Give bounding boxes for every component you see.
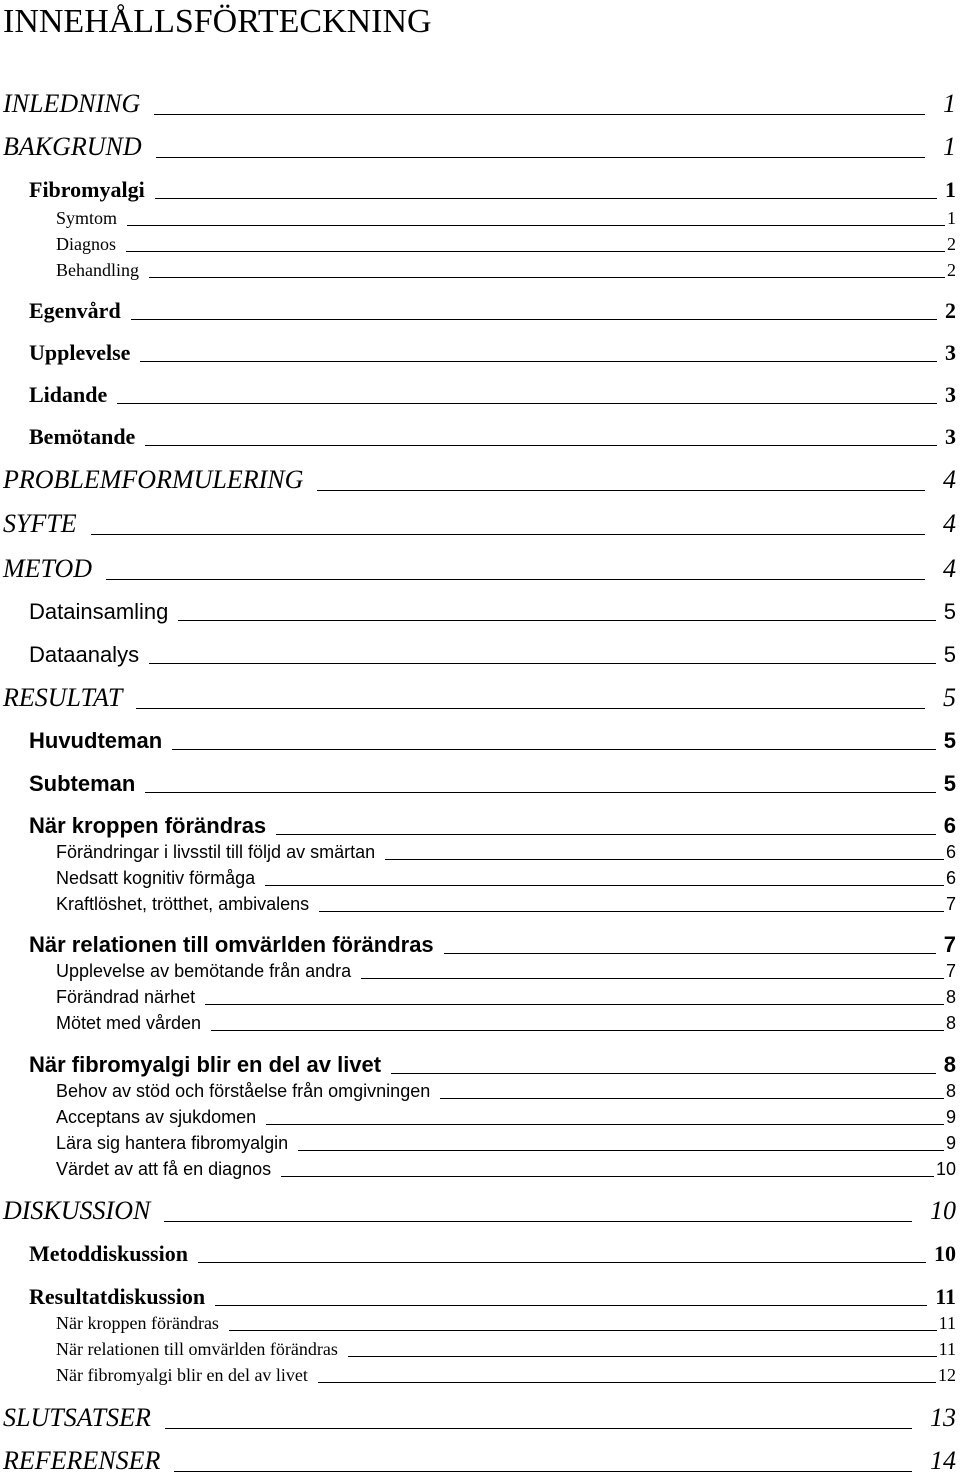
- toc-leader-line: [317, 490, 925, 491]
- toc-page-number: 5: [943, 771, 956, 796]
- toc-entry-label: Förändrad närhet: [56, 987, 196, 1007]
- toc-entry-label: Resultatdiskussion: [29, 1284, 206, 1309]
- toc-page-number: 10: [935, 1159, 956, 1179]
- toc-page-number: 2: [947, 234, 956, 254]
- toc-page-number: 4: [943, 509, 956, 538]
- toc-leader-line: [91, 534, 925, 535]
- toc-page-number: 9: [945, 1133, 956, 1153]
- toc-page-number: 14: [930, 1446, 956, 1475]
- toc-entry-label: Dataanalys: [29, 642, 140, 667]
- toc-entry-label: Bemötande: [29, 424, 136, 449]
- toc-leader-line: [117, 403, 937, 404]
- toc-entry-subteman[interactable]: [29, 770, 956, 798]
- toc-leader-line: [145, 445, 937, 446]
- toc-page-number: 6: [943, 813, 956, 838]
- toc-entry-nar-fibromyalgi-blir-en-del[interactable]: [29, 1051, 956, 1079]
- toc-page-number: 7: [943, 932, 956, 957]
- toc-entry-label: RESULTAT: [3, 683, 123, 712]
- toc-leader-line: [106, 579, 925, 580]
- toc-leader-line: [136, 708, 925, 709]
- toc-entry-nar-relationen-forandras[interactable]: [29, 931, 956, 959]
- toc-entry-diskussion[interactable]: [3, 1195, 956, 1227]
- toc-entry-behandling[interactable]: [56, 258, 956, 282]
- toc-leader-line: [205, 1004, 944, 1005]
- toc-entry-nedsatt-kognitiv-formaga[interactable]: [56, 866, 956, 890]
- toc-leader-line: [172, 749, 936, 750]
- toc-leader-line: [140, 361, 937, 362]
- toc-page-number: 12: [938, 1365, 956, 1385]
- toc-entry-datainsamling[interactable]: [29, 598, 956, 626]
- toc-entry-upplevelse[interactable]: [29, 339, 956, 367]
- toc-entry-symtom[interactable]: [56, 206, 956, 230]
- toc-leader-line: [131, 319, 937, 320]
- toc-leader-line: [361, 978, 944, 979]
- toc-entry-slutsatser[interactable]: [3, 1402, 956, 1434]
- toc-entry-label: Huvudteman: [29, 728, 163, 753]
- toc-leader-line: [298, 1150, 944, 1151]
- toc-entry-label: När relationen till omvärlden förändras: [56, 1339, 338, 1359]
- toc-leader-line: [127, 225, 945, 226]
- toc-entry-label: Kraftlöshet, trötthet, ambivalens: [56, 894, 310, 914]
- toc-leader-line: [165, 1428, 912, 1429]
- toc-page-number: 8: [945, 1081, 956, 1101]
- toc-leader-line: [149, 277, 945, 278]
- toc-page-number: 1: [943, 132, 956, 161]
- toc-page-number: 2: [947, 260, 956, 280]
- toc-entry-disk-nar-fibromyalgi-blir-en-del[interactable]: [56, 1363, 956, 1387]
- toc-page-number: 1: [945, 177, 956, 202]
- toc-entry-label: Värdet av att få en diagnos: [56, 1159, 272, 1179]
- toc-entry-label: Subteman: [29, 771, 136, 796]
- toc-entry-referenser[interactable]: [3, 1445, 956, 1477]
- toc-leader-line: [229, 1330, 937, 1331]
- toc-page-number: 10: [930, 1196, 956, 1225]
- toc-page-number: 8: [943, 1052, 956, 1077]
- toc-entry-dataanalys[interactable]: [29, 641, 956, 669]
- toc-page-number: 5: [943, 642, 956, 667]
- toc-entry-label: Nedsatt kognitiv förmåga: [56, 868, 256, 888]
- toc-entry-label: SYFTE: [3, 509, 77, 538]
- toc-entry-huvudteman[interactable]: [29, 727, 956, 755]
- toc-entry-resultat[interactable]: [3, 682, 956, 714]
- toc-entry-syfte[interactable]: [3, 508, 956, 540]
- toc-leader-line: [281, 1176, 934, 1177]
- toc-page-number: 5: [943, 728, 956, 753]
- toc-entry-label: SLUTSATSER: [3, 1403, 151, 1432]
- toc-page-number: 11: [938, 1339, 956, 1359]
- toc-entry-inledning[interactable]: [3, 88, 956, 120]
- toc-leader-line: [155, 198, 937, 199]
- toc-page-number: 2: [945, 298, 956, 323]
- toc-page-number: 7: [945, 961, 956, 981]
- toc-entry-egenvard[interactable]: [29, 297, 956, 325]
- toc-page-number: 5: [943, 683, 956, 712]
- toc-entry-label: Egenvård: [29, 298, 121, 323]
- toc-leader-line: [391, 1073, 936, 1074]
- toc-entry-label: DISKUSSION: [3, 1196, 151, 1225]
- toc-entry-label: INLEDNING: [3, 89, 141, 118]
- toc-page-number: 11: [938, 1313, 956, 1333]
- toc-entry-kraftloshet[interactable]: [56, 892, 956, 916]
- toc-page-number: 6: [945, 842, 956, 862]
- toc-leader-line: [444, 953, 936, 954]
- toc-entry-label: När relationen till omvärlden förändras: [29, 932, 434, 957]
- toc-page-number: 3: [945, 382, 956, 407]
- toc-leader-line: [266, 1124, 944, 1125]
- toc-leader-line: [156, 157, 925, 158]
- toc-page-number: 10: [934, 1241, 956, 1266]
- toc-entry-label: Lidande: [29, 382, 108, 407]
- toc-page-number: 3: [945, 340, 956, 365]
- toc-entry-forandringar-i-livsstil[interactable]: [56, 840, 956, 864]
- toc-entry-disk-nar-relationen-forandras[interactable]: [56, 1337, 956, 1361]
- toc-entry-label: När kroppen förändras: [56, 1313, 219, 1333]
- toc-entry-label: BAKGRUND: [3, 132, 142, 161]
- toc-entry-resultatdiskussion[interactable]: [29, 1283, 956, 1311]
- toc-page-number: 6: [945, 868, 956, 888]
- toc-leader-line: [265, 885, 944, 886]
- toc-entry-metod[interactable]: [3, 553, 956, 585]
- toc-leader-line: [145, 792, 935, 793]
- toc-leader-line: [348, 1356, 937, 1357]
- toc-entry-acceptans-av-sjukdomen[interactable]: [56, 1105, 956, 1129]
- toc-leader-line: [174, 1471, 912, 1472]
- toc-leader-line: [318, 1382, 936, 1383]
- toc-entry-forandrad-narhet[interactable]: [56, 985, 956, 1009]
- toc-entry-disk-nar-kroppen-forandras[interactable]: [56, 1311, 956, 1335]
- toc-leader-line: [178, 620, 935, 621]
- toc-entry-fibromyalgi[interactable]: [29, 176, 956, 204]
- page-title: INNEHÅLLSFÖRTECKNING: [3, 3, 432, 40]
- toc-entry-label: METOD: [3, 554, 93, 583]
- toc-leader-line: [198, 1262, 926, 1263]
- toc-leader-line: [211, 1030, 944, 1031]
- toc-leader-line: [385, 859, 944, 860]
- toc-leader-line: [319, 911, 944, 912]
- toc-entry-label: Lära sig hantera fibromyalgin: [56, 1133, 289, 1153]
- toc-page-number: 11: [935, 1284, 956, 1309]
- toc-entry-motet-med-varden[interactable]: [56, 1011, 956, 1035]
- toc-entry-vardet-av-att-fa-en-diagnos[interactable]: [56, 1157, 956, 1181]
- toc-leader-line: [440, 1098, 944, 1099]
- toc-page-number: 1: [943, 89, 956, 118]
- toc-entry-label: Acceptans av sjukdomen: [56, 1107, 257, 1127]
- toc-page-number: 1: [947, 208, 956, 228]
- toc-leader-line: [276, 834, 936, 835]
- toc-entry-diagnos[interactable]: [56, 232, 956, 256]
- toc-entry-label: Behov av stöd och förståelse från omgivningen: [56, 1081, 431, 1101]
- toc-entry-label: Symtom: [56, 208, 118, 228]
- toc-entry-label: Upplevelse av bemötande från andra: [56, 961, 352, 981]
- toc-entry-label: Fibromyalgi: [29, 177, 145, 202]
- toc-entry-label: Behandling: [56, 260, 139, 280]
- toc-entry-behov-av-stod[interactable]: [56, 1079, 956, 1103]
- toc-entry-bakgrund[interactable]: [3, 131, 956, 163]
- toc-entry-bemotande[interactable]: [29, 423, 956, 451]
- toc-entry-label: Datainsamling: [29, 599, 169, 624]
- toc-entry-lara-sig-hantera[interactable]: [56, 1131, 956, 1155]
- toc-entry-label: PROBLEMFORMULERING: [3, 465, 304, 494]
- toc-entry-label: När fibromyalgi blir en del av livet: [29, 1052, 382, 1077]
- toc-page-number: 4: [943, 554, 956, 583]
- toc-leader-line: [149, 663, 936, 664]
- toc-leader-line: [154, 114, 925, 115]
- toc-page-number: 8: [945, 1013, 956, 1033]
- toc-page-number: 3: [945, 424, 956, 449]
- toc-leader-line: [164, 1221, 912, 1222]
- toc-entry-upplevelse-av-bemotande[interactable]: [56, 959, 956, 983]
- toc-entry-label: Diagnos: [56, 234, 116, 254]
- toc-entry-nar-kroppen-forandras[interactable]: [29, 812, 956, 840]
- toc-entry-lidande[interactable]: [29, 381, 956, 409]
- toc-entry-label: Förändringar i livsstil till följd av smärtan: [56, 842, 376, 862]
- toc-page-number: 9: [945, 1107, 956, 1127]
- toc-page-number: 8: [945, 987, 956, 1007]
- toc-page-number: 5: [943, 599, 956, 624]
- toc-entry-label: Metoddiskussion: [29, 1241, 188, 1266]
- toc-entry-label: REFERENSER: [3, 1446, 161, 1475]
- toc-leader-line: [215, 1305, 927, 1306]
- toc-leader-line: [126, 251, 945, 252]
- toc-entry-metoddiskussion[interactable]: [29, 1240, 956, 1268]
- toc-page-number: 7: [945, 894, 956, 914]
- toc-page-number: 4: [943, 465, 956, 494]
- toc-entry-problemformulering[interactable]: [3, 464, 956, 496]
- toc-entry-label: När fibromyalgi blir en del av livet: [56, 1365, 308, 1385]
- toc-entry-label: Upplevelse: [29, 340, 131, 365]
- toc-entry-label: Mötet med vården: [56, 1013, 202, 1033]
- toc-entry-label: När kroppen förändras: [29, 813, 267, 838]
- toc-page-number: 13: [930, 1403, 956, 1432]
